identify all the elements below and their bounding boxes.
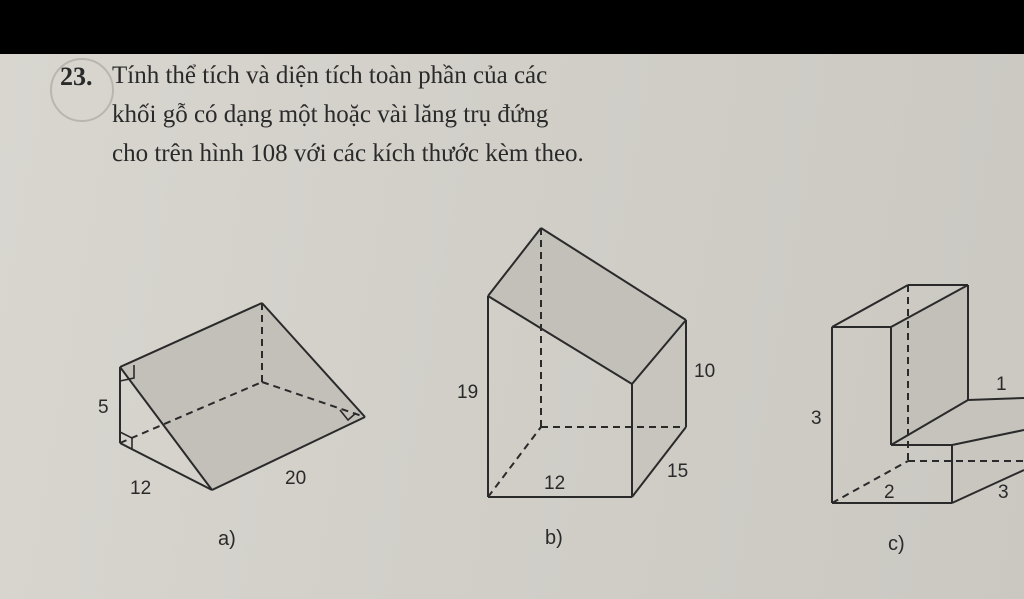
figure-a-dim-length: 20: [285, 468, 307, 489]
problem-text-line-2: khối gỗ có dạng một hoặc vài lăng trụ đứng: [112, 101, 549, 128]
figure-b-dim-depth-15: 15: [667, 461, 689, 482]
figure-c-dim-height-3: 3: [811, 408, 822, 429]
figure-c-caption: c): [888, 533, 905, 555]
figure-a-triangular-prism: [120, 303, 365, 490]
figure-b-dim-height-19: 19: [457, 382, 479, 403]
problem-text-line-3: cho trên hình 108 với các kích thước kèm theo.: [112, 140, 584, 167]
figure-b-dim-width-12: 12: [544, 473, 566, 494]
figure-a-caption: a): [218, 528, 236, 550]
figure-b-caption: b): [545, 527, 563, 549]
figure-a-dim-height: 5: [98, 397, 109, 418]
problem-text-line-1: Tính thể tích và diện tích toàn phần của các: [112, 62, 548, 89]
figure-a-dim-width: 12: [130, 478, 152, 499]
figure-c-dim-depth-3: 3: [998, 482, 1009, 503]
figure-b-dim-height-10: 10: [694, 361, 716, 382]
figure-b-pentagonal-prism: [488, 228, 689, 497]
problem-number: 23.: [60, 62, 93, 91]
figure-c-dim-width-2: 2: [884, 482, 895, 503]
figure-c-dim-step-1: 1: [996, 374, 1007, 395]
